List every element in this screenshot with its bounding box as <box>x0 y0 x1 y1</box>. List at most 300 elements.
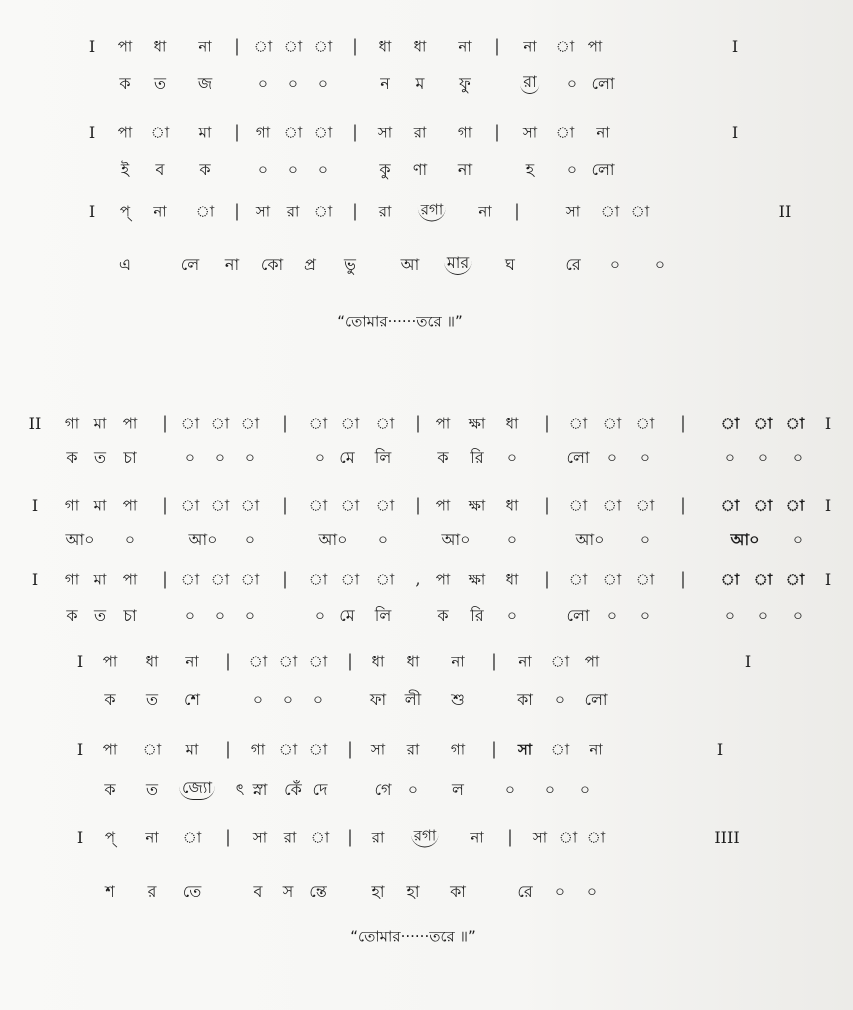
note: না <box>596 123 610 142</box>
beat-divider: | <box>352 122 358 143</box>
beat-divider: | <box>282 569 288 590</box>
note: গা <box>250 740 266 759</box>
note: পা <box>435 570 451 589</box>
lyric-syllable: ই <box>120 160 130 179</box>
note: া <box>635 570 655 589</box>
beat-divider: | <box>234 122 240 143</box>
note: া <box>600 202 620 221</box>
lyric-syllable: ০ <box>317 74 329 93</box>
note: পা <box>122 570 138 589</box>
note: া <box>375 570 395 589</box>
bar-mark: I <box>716 740 724 759</box>
bar-mark: I <box>731 37 739 56</box>
lyric-syllable: লো <box>566 606 590 625</box>
lyric-syllable: না <box>224 255 240 274</box>
bar-mark: IIII <box>714 828 740 847</box>
lyric-syllable: রা <box>520 74 539 94</box>
note: রগা <box>418 203 446 222</box>
note: রা <box>286 202 300 221</box>
lyric-syllable: ঘ <box>505 255 515 274</box>
note: া <box>720 414 740 433</box>
note: া <box>180 570 200 589</box>
note: রা <box>283 828 297 847</box>
lyric-syllable: ন্তে <box>309 882 327 901</box>
note: পা <box>435 496 451 515</box>
note: পা <box>122 414 138 433</box>
note: সা <box>370 740 386 759</box>
lyric-syllable: ০ <box>257 160 269 179</box>
note: প্ <box>119 202 131 221</box>
note: গা <box>64 414 80 433</box>
beat-divider: | <box>544 413 550 434</box>
beat-divider: | <box>347 739 353 760</box>
lyric-syllable: কেঁ <box>284 780 302 799</box>
lyric-syllable: ০ <box>506 530 518 549</box>
lyric-syllable: মে <box>339 448 355 467</box>
lyric-syllable: ০ <box>609 255 621 274</box>
note: া <box>310 828 330 847</box>
lyric-syllable: ০ <box>214 606 226 625</box>
note: া <box>210 496 230 515</box>
note: ধা <box>413 37 427 56</box>
lyric-syllable: ০ <box>184 606 196 625</box>
lyric-syllable: আ০ <box>318 530 348 549</box>
lyric-syllable: ০ <box>244 448 256 467</box>
note: া <box>308 740 328 759</box>
lyric-syllable: ০ <box>639 606 651 625</box>
note: া <box>558 828 578 847</box>
note: সা <box>517 740 533 759</box>
lyric-syllable: ০ <box>244 530 256 549</box>
lyric-syllable: ০ <box>317 160 329 179</box>
beat-divider: | <box>507 827 513 848</box>
bar-mark: I <box>76 828 84 847</box>
lyric-syllable: ০ <box>504 780 516 799</box>
note: রগা <box>411 829 439 848</box>
lyric-syllable: ০ <box>757 606 769 625</box>
note: মা <box>93 496 107 515</box>
beat-divider: | <box>162 495 168 516</box>
refrain-text: “তোমার······তরে ॥” <box>350 927 476 946</box>
bar-mark: I <box>88 202 96 221</box>
lyric-syllable: ০ <box>282 690 294 709</box>
lyric-syllable: লো <box>591 74 615 93</box>
lyric-syllable: লি <box>374 448 392 467</box>
note: সা <box>522 123 538 142</box>
note: া <box>308 652 328 671</box>
lyric-syllable: লে <box>180 255 200 274</box>
lyric-syllable: ০ <box>566 160 578 179</box>
beat-divider: | <box>352 201 358 222</box>
note: না <box>451 652 465 671</box>
lyric-syllable: ০ <box>606 448 618 467</box>
note: না <box>518 652 532 671</box>
beat-divider: | <box>352 36 358 57</box>
beat-divider: | <box>680 413 686 434</box>
note: না <box>185 652 199 671</box>
lyric-syllable: ত <box>93 448 107 467</box>
note: া <box>340 414 360 433</box>
note: া <box>313 123 333 142</box>
note: া <box>308 570 328 589</box>
beat-divider: | <box>680 495 686 516</box>
note: া <box>753 570 773 589</box>
note: প্ <box>104 828 116 847</box>
note: া <box>602 414 622 433</box>
lyric-syllable: ০ <box>654 255 666 274</box>
note: া <box>210 570 230 589</box>
note: া <box>313 202 333 221</box>
lyric-syllable: গে <box>374 780 392 799</box>
note: না <box>153 202 167 221</box>
beat-divider: | <box>162 569 168 590</box>
lyric-syllable: ০ <box>639 448 651 467</box>
lyric-syllable: ক <box>119 74 131 93</box>
beat-divider: | <box>225 651 231 672</box>
lyric-syllable: হা <box>371 882 385 901</box>
note: গা <box>255 123 271 142</box>
lyric-syllable: মে <box>339 606 355 625</box>
note: গা <box>450 740 466 759</box>
lyric-syllable: ক <box>437 448 449 467</box>
lyric-syllable: মার <box>444 255 472 275</box>
lyric-syllable: তে <box>182 882 202 901</box>
lyric-syllable: দে <box>312 780 328 799</box>
note: া <box>602 496 622 515</box>
lyric-syllable: ০ <box>606 606 618 625</box>
bar-mark: I <box>824 570 832 589</box>
lyric-syllable: ক <box>104 780 116 799</box>
lyric-syllable: ক <box>437 606 449 625</box>
lyric-syllable: কা <box>450 882 466 901</box>
note: া <box>635 496 655 515</box>
note: গা <box>457 123 473 142</box>
lyric-syllable: হা <box>406 882 420 901</box>
note: রা <box>378 202 392 221</box>
beat-divider: , <box>415 569 421 590</box>
bar-mark: I <box>824 414 832 433</box>
note: া <box>195 202 215 221</box>
lyric-syllable: ণা <box>412 160 428 179</box>
lyric-syllable: আ০ <box>441 530 471 549</box>
lyric-syllable: ০ <box>124 530 136 549</box>
lyric-syllable: ৎ <box>235 780 245 799</box>
bar-mark: I <box>76 652 84 671</box>
note: ক্ষা <box>468 414 486 433</box>
lyric-syllable: ত <box>153 74 167 93</box>
note: পা <box>117 123 133 142</box>
bar-mark: I <box>31 496 39 515</box>
lyric-syllable: হ <box>525 160 535 179</box>
lyric-syllable: লো <box>566 448 590 467</box>
lyric-syllable: ভু <box>344 255 356 274</box>
lyric-syllable: লি <box>374 606 392 625</box>
lyric-syllable: ০ <box>792 530 804 549</box>
note: ধা <box>371 652 385 671</box>
note: া <box>720 496 740 515</box>
note: সা <box>377 123 393 142</box>
lyric-syllable: ম <box>415 74 425 93</box>
beat-divider: | <box>282 495 288 516</box>
note: া <box>308 414 328 433</box>
bar-mark: I <box>744 652 752 671</box>
note: না <box>198 37 212 56</box>
lyric-syllable: ০ <box>506 448 518 467</box>
note: না <box>470 828 484 847</box>
lyric-syllable: স্না <box>252 780 268 799</box>
beat-divider: | <box>494 36 500 57</box>
lyric-syllable: লো <box>591 160 615 179</box>
lyric-syllable: ব <box>253 882 263 901</box>
beat-divider: | <box>234 201 240 222</box>
lyric-syllable: শু <box>451 690 465 709</box>
refrain-text: “তোমার······তরে ॥” <box>337 312 463 331</box>
lyric-syllable: আ০ <box>575 530 605 549</box>
note: ধা <box>505 570 519 589</box>
note: না <box>145 828 159 847</box>
note: পা <box>587 37 603 56</box>
note: া <box>568 414 588 433</box>
beat-divider: | <box>491 739 497 760</box>
lyric-syllable: ক <box>66 448 78 467</box>
note: া <box>568 570 588 589</box>
lyric-syllable: শ <box>105 882 115 901</box>
note: া <box>630 202 650 221</box>
note: া <box>785 570 805 589</box>
lyric-syllable: জ <box>197 74 213 93</box>
note: া <box>753 496 773 515</box>
beat-divider: | <box>544 569 550 590</box>
note: সা <box>255 202 271 221</box>
lyric-syllable: ০ <box>287 74 299 93</box>
beat-divider: | <box>494 122 500 143</box>
note: পা <box>102 740 118 759</box>
lyric-syllable: ০ <box>252 690 264 709</box>
note: া <box>142 740 162 759</box>
note: া <box>253 37 273 56</box>
note: ধা <box>153 37 167 56</box>
lyric-syllable: ০ <box>214 448 226 467</box>
note: ধা <box>505 496 519 515</box>
beat-divider: | <box>347 827 353 848</box>
note: া <box>278 740 298 759</box>
note: া <box>180 414 200 433</box>
lyric-syllable: ০ <box>757 448 769 467</box>
note: া <box>210 414 230 433</box>
lyric-syllable: ০ <box>314 448 326 467</box>
bar-mark: I <box>76 740 84 759</box>
note: া <box>308 496 328 515</box>
note: সা <box>532 828 548 847</box>
beat-divider: | <box>491 651 497 672</box>
note: মা <box>185 740 199 759</box>
note: া <box>240 496 260 515</box>
note: া <box>720 570 740 589</box>
note: া <box>635 414 655 433</box>
lyric-syllable: চা <box>123 448 137 467</box>
note: মা <box>198 123 212 142</box>
lyric-syllable: ০ <box>792 606 804 625</box>
lyric-syllable: চা <box>123 606 137 625</box>
lyric-syllable: স <box>282 882 294 901</box>
lyric-syllable: আ <box>400 255 420 274</box>
note: ধা <box>406 652 420 671</box>
note: মা <box>93 570 107 589</box>
bar-mark: I <box>31 570 39 589</box>
note: া <box>555 123 575 142</box>
note: া <box>550 652 570 671</box>
lyric-syllable: ০ <box>257 74 269 93</box>
lyric-syllable: কা <box>517 690 533 709</box>
note: ধা <box>378 37 392 56</box>
note: া <box>182 828 202 847</box>
note: া <box>283 123 303 142</box>
lyric-syllable: ০ <box>579 780 591 799</box>
lyric-syllable: ০ <box>314 606 326 625</box>
lyric-syllable: রে <box>517 882 533 901</box>
note: না <box>589 740 603 759</box>
lyric-syllable: কো <box>260 255 284 274</box>
note: া <box>278 652 298 671</box>
lyric-syllable: ত <box>145 780 159 799</box>
beat-divider: | <box>415 495 421 516</box>
beat-divider: | <box>225 827 231 848</box>
lyric-syllable: জ্যো <box>179 780 215 800</box>
note: া <box>753 414 773 433</box>
beat-divider: | <box>680 569 686 590</box>
bar-mark: II <box>28 414 42 433</box>
beat-divider: | <box>544 495 550 516</box>
lyric-syllable: রি <box>470 448 484 467</box>
note: না <box>523 37 537 56</box>
note: া <box>340 496 360 515</box>
note: া <box>283 37 303 56</box>
lyric-syllable: আ০ <box>188 530 218 549</box>
bar-mark: I <box>824 496 832 515</box>
lyric-syllable: শে <box>184 690 200 709</box>
lyric-syllable: ফা <box>369 690 387 709</box>
note: া <box>785 414 805 433</box>
lyric-syllable: ০ <box>792 448 804 467</box>
note: ক্ষা <box>468 496 486 515</box>
note: ধা <box>505 414 519 433</box>
note: া <box>375 496 395 515</box>
lyric-syllable: ন <box>380 74 390 93</box>
lyric-syllable: লী <box>404 690 422 709</box>
lyric-syllable: রি <box>470 606 484 625</box>
note: া <box>180 496 200 515</box>
note: সা <box>565 202 581 221</box>
note: রা <box>413 123 427 142</box>
lyric-syllable: ০ <box>544 780 556 799</box>
lyric-syllable: আ০ <box>730 530 760 549</box>
lyric-syllable: ০ <box>506 606 518 625</box>
lyric-syllable: কু <box>379 160 391 179</box>
lyric-syllable: ত <box>93 606 107 625</box>
lyric-syllable: ০ <box>407 780 419 799</box>
lyric-syllable: ০ <box>586 882 598 901</box>
lyric-syllable: ০ <box>566 74 578 93</box>
bar-mark: I <box>731 123 739 142</box>
note: গা <box>64 496 80 515</box>
lyric-syllable: ০ <box>724 448 736 467</box>
lyric-syllable: ০ <box>554 882 566 901</box>
note: মা <box>93 414 107 433</box>
beat-divider: | <box>225 739 231 760</box>
note: া <box>568 496 588 515</box>
beat-divider: | <box>162 413 168 434</box>
lyric-syllable: ০ <box>312 690 324 709</box>
lyric-syllable: আ০ <box>65 530 95 549</box>
note: া <box>602 570 622 589</box>
lyric-syllable: ক <box>66 606 78 625</box>
lyric-syllable: এ <box>118 255 132 274</box>
lyric-syllable: ০ <box>244 606 256 625</box>
note: সা <box>252 828 268 847</box>
lyric-syllable: ফু <box>459 74 471 93</box>
lyric-syllable: ০ <box>287 160 299 179</box>
note: া <box>550 740 570 759</box>
note: া <box>586 828 606 847</box>
lyric-syllable: ক <box>104 690 116 709</box>
note: পা <box>122 496 138 515</box>
beat-divider: | <box>282 413 288 434</box>
lyric-syllable: না <box>457 160 473 179</box>
note: া <box>248 652 268 671</box>
lyric-syllable: ০ <box>639 530 651 549</box>
note: না <box>478 202 492 221</box>
note: গা <box>64 570 80 589</box>
lyric-syllable: ল <box>452 780 464 799</box>
beat-divider: | <box>415 413 421 434</box>
note: া <box>240 570 260 589</box>
lyric-syllable: ০ <box>554 690 566 709</box>
note: া <box>150 123 170 142</box>
note: া <box>375 414 395 433</box>
bar-mark: I <box>88 123 96 142</box>
bar-mark: II <box>778 202 792 221</box>
lyric-syllable: ০ <box>184 448 196 467</box>
beat-divider: | <box>514 201 520 222</box>
note: পা <box>435 414 451 433</box>
note: পা <box>117 37 133 56</box>
lyric-syllable: ক <box>199 160 211 179</box>
beat-divider: | <box>347 651 353 672</box>
note: ক্ষা <box>468 570 486 589</box>
note: া <box>555 37 575 56</box>
note: রা <box>371 828 385 847</box>
beat-divider: | <box>234 36 240 57</box>
note: পা <box>102 652 118 671</box>
note: া <box>313 37 333 56</box>
note: া <box>240 414 260 433</box>
lyric-syllable: লো <box>584 690 608 709</box>
lyric-syllable: র <box>147 882 157 901</box>
lyric-syllable: ০ <box>724 606 736 625</box>
note: রা <box>406 740 420 759</box>
lyric-syllable: রে <box>565 255 581 274</box>
bar-mark: I <box>88 37 96 56</box>
lyric-syllable: ০ <box>377 530 389 549</box>
note: ধা <box>145 652 159 671</box>
note: া <box>785 496 805 515</box>
note: া <box>340 570 360 589</box>
lyric-syllable: ত <box>145 690 159 709</box>
note: না <box>458 37 472 56</box>
lyric-syllable: প্র <box>304 255 316 274</box>
note: পা <box>584 652 600 671</box>
lyric-syllable: ব <box>155 160 165 179</box>
